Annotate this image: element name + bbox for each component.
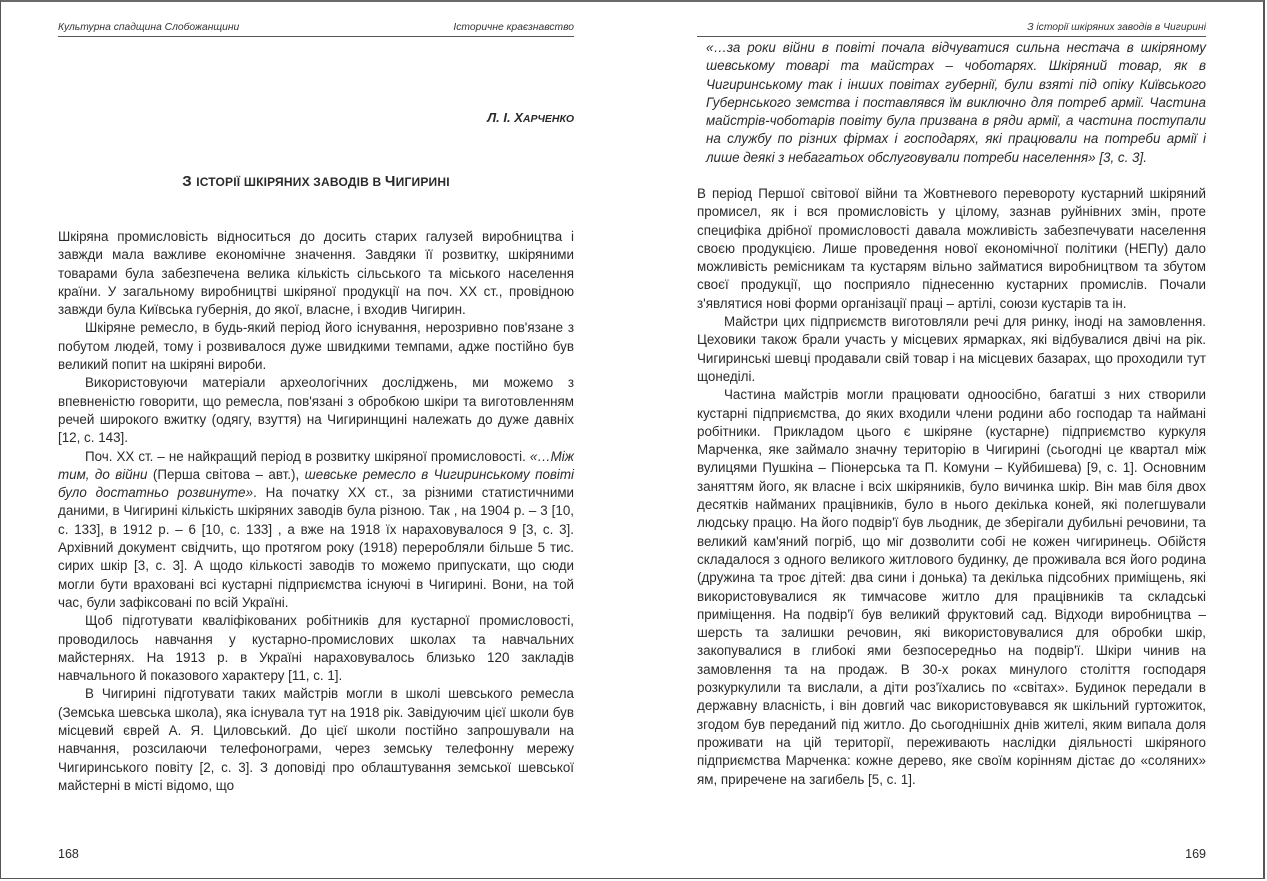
paragraph: Щоб підготувати кваліфікованих робітників для кустарної промисловості, проводилось навчання у кустарно-промислових школах та навчальних майстернях. На 1913 р. в Україні нараховувалось близько 120 закладів навчального й показового характеру [11, с. 1].: [58, 613, 574, 684]
text: Поч. XX ст. – не найкращий період в розвитку шкіряної промисловості.: [85, 448, 530, 464]
right-page: [697, 0, 1206, 881]
running-head-right: [697, 20, 1206, 37]
text: . На початку XX ст., за різними статистичними даними, в Чигирині кількість шкіряних заводів була різною. Так , на 1904 р. – 3 [10, с. 133], в 1912 р. – 6 [10, с. 133] , а вже на 1918 їх нараховувалося 9 [3, с. 3]. Архівний документ свідчить, що протягом року (1918) переробляли більше 5 тис. сирих шкір [3, с. 3]. А щодо кількості заводів то можемо припускати, що сюди могли бути враховані всі кустарні підприємства існуючі в Чигирині. Вони, на той час, були зафіксовані по всій Україні.: [58, 485, 575, 610]
paragraph: Частина майстрів могли працювати одноосібно, багатші з них створили кустарні підприємства, до яких входили члени родини або господар та наймані робітники. Прикладом цього є шкіряне (кустарне) підприємство куркуля Марченка, яке займало значну територію в Чигирині (сьогодні це квартал між вулицями Пушкіна – Піонерська та П. Комуни – Куйбишева) [9, с. 1]. Основним заняттям його, як власне і всіх шкіряників, було вичинка шкір. Він мав біля двох десятків найманих працівників, було в нього декілька коней, які полегшували людську працю. На його подвір'ї був льодник, де зберігали дубильні речовини, та великий кам'яний погріб, що міг дозволити собі не кожен чигиринець. Обійстя складалося з одного великого житлового будинку, де проживала вся його родина (дружина та троє дітей: два сини і донька) та декілька підсобних приміщень, які використовувалися як тимчасове житло для працівників та складські приміщення. На подвір'ї був великий фруктовий сад. Відходи виробництва – шерсть та залишки речовин, які використовувалися для обробки шкір, закопувалися в глибокі ями безпосередньо на подвір'ї. Шкіри чинив на замовлення та на продаж. В 30-х роках минулого століття господаря розкуркулили та вислали, а діти роз'їхались по «світах». Будинок передали в державну власність, і він довгий час використовувався як шкільний гуртожиток, згодом був переданий під житло. До сьогоднішніх днів жителі, яким випала доля проживати на цій території, переживають наслідки діяльності шкіряного підприємства Марченка: кожне дерево, яке своїм корінням дістає до «соляних» ям, приречене на загибель [5, с. 1].: [697, 387, 1206, 787]
title-part: Ч: [384, 173, 396, 190]
paragraph: Використовуючи матеріали археологічних досліджень, ми можемо з впевненістю говорити, що ремесла, пов'язані з обробкою шкіри та виготовленням речей широкого вжитку (одягу, взуття) на Чигиринщині належать до дуже давніх [12, с. 143].: [58, 375, 574, 446]
quote-text: «…Між тим, до війни: [58, 448, 574, 482]
page-number: 169: [1185, 847, 1206, 861]
block-quote: «…за роки війни в повіті почала відчуватися сильна нестача в шкіряному шевському товарі та майстрах – чоботарях. Шкіряний товар, як в Чигиринському так і інших повітах губернії, були взяті під опіку Київського Губернського земства і поставлявся їм виключно для потреб армії. Частина майстрів-чоботарів повіту була призвана в ряди армії, а частина поступали на службу по різних фірмах і господарях, які працювали на потреби армії і лише деякі з небагатьох обслуговували потреби населення» [3, с. 3].: [706, 40, 1206, 165]
paragraph: Шкіряна промисловість відноситься до досить старих галузей виробництва і завжди мала важливе економічне значення. Завдяки її розвитку, шкіряними товарами була забезпечена велика кількість сільського та міського населення країни. У загальному виробництві шкіряної продукції на поч. XX ст., провідною завжди була Київська губернія, до якої, власне, і входив Чигирин.: [58, 229, 574, 318]
author-surname: АРЧЕНКО: [522, 113, 574, 125]
paragraph: В період Першої світової війни та Жовтневого перевороту кустарний шкіряний промисел, як і вся промисловість у цілому, зазнав руйнівних змін, проте специфіка дрібної промисловості давала можливість забезпечувати населення своєю продукцією. Лише проведення нової економічної політики (НЕПу) дало можливість ремісникам та кустарям вільно займатися виробництвом та збутом своєї продукції, що посприяло піднесенню кустарних промислів. Почали з'являтися нові форми організації праці – артілі, союзи кустарів та ін.: [697, 186, 1206, 311]
paragraph: В Чигирині підготувати таких майстрів могли в школі шевського ремесла (Земська шевська школа), яка існувала тут на 1918 рік. Завідуючим цієї школи був місцевий єврей А. Я. Циловський. До цієї школи постійно запрошували на навчання, розсилаючи телефонограми, через земську телефонну мережу Чигиринського повіту [2, с. 3]. З доповіді про облаштування земської шевської майстерні в місті відомо, що: [58, 686, 574, 793]
title-part: З: [182, 173, 197, 190]
section-title: Історичне краєзнавство: [453, 22, 574, 33]
article-body-left: [58, 228, 574, 795]
author-name: [487, 110, 574, 125]
page-number: 168: [58, 847, 79, 861]
article-running-title: З історії шкіряних заводів в Чигирині: [1027, 22, 1206, 33]
journal-title: Культурна спадщина Слобожанщини: [58, 22, 240, 33]
author-initials: Л. І. Х: [487, 110, 523, 125]
paragraph: Майстри цих підприємств виготовляли речі для ринку, іноді на замовлення. Цеховики також брали участь у місцевих ярмарках, які відбувалися двічі на рік. Чигиринські шевці продавали свій товар і на місцевих базарах, що проходили тут щонеділі.: [697, 314, 1206, 384]
text: (Перша світова – авт.),: [147, 466, 305, 482]
paragraph: Шкіряне ремесло, в будь-який період його існування, нерозривно пов'язане з побутом людей, тому і розвивалося дуже швидкими темпами, адже постійно був великий попит на шкіряні вироби.: [58, 320, 574, 373]
left-page: [58, 0, 574, 881]
running-head-left: [58, 20, 574, 37]
quote-text: шевське ремесло в Чигиринському повіті було достатньо розвинуте»: [58, 466, 574, 501]
paragraph: [58, 448, 574, 613]
article-title: [58, 173, 574, 190]
article-body-right: [697, 185, 1206, 789]
title-part: ИГИРИНІ: [395, 175, 450, 189]
title-part: ІСТОРІЇ ШКІРЯНИХ ЗАВОДІВ В: [196, 175, 385, 189]
